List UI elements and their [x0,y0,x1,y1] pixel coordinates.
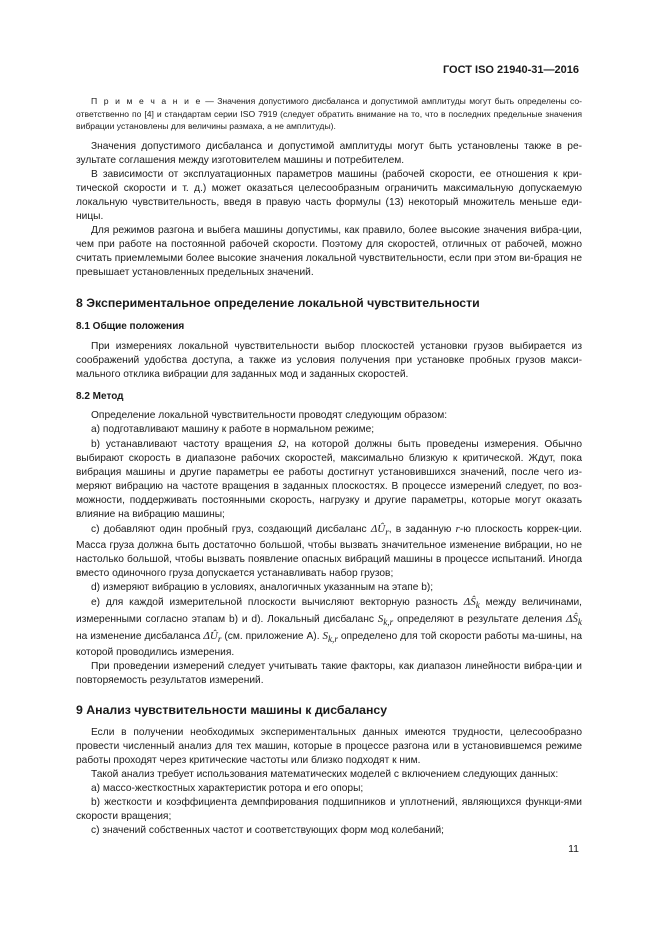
s-kr-subscript-2: k,r [327,634,338,645]
delta-u-letter-2: ΔÛ [203,630,218,643]
delta-s-subscript: k [475,599,480,610]
s-kr-symbol-2 [322,630,338,645]
section-8-1-text: При измерениях локальной чувствительности выбор плоскостей установки грузов выбирается из соображений удобства доступа, а также из условия получения при установке пробных грузов макси-мального отклика вибрации для заданных мод и заданных скоростей. [76,340,582,380]
section-9-item-b: b) жесткости и коэффициента демпфирования подшипников и уплотнений, являющихся функци-ями скорости вращения; [76,797,582,823]
delta-s-subscript-2: k [577,617,582,628]
item-e-text-3: определяют в результате деления [393,613,566,625]
section-9-heading: 9 Анализ чувствительности машины к дисбалансу [76,703,388,718]
delta-u-letter: ΔÛ [370,522,386,535]
item-e-text-1: е) для каждой измерительной плоскости вычисляют векторную разность [91,596,464,608]
r-symbol: r [455,522,460,535]
delta-s-letter: ΔŜ [463,595,476,608]
note-label: П р и м е ч а н и е [91,96,202,106]
item-b-text-start: b) устанавливают частоту вращения [91,438,279,450]
item-e-text-4: на изменение дисбаланса [76,631,204,643]
s-kr-letter-2: S [322,630,328,643]
intro-paragraph-3: Для режимов разгона и выбега машины допустимы, как правило, более высокие значения вибра-ции, чем при работе на постоянной рабочей скорости. Поэтому для скоростей, отличных от рабочей, можно считать приемлемыми более высокие значения локальной чувствительности, если при этом ви-брация не превышает установленных предельных значений. [76,224,582,278]
page-content [76,95,582,838]
item-b-text-end: , на которой должны быть проведены измерения. Обычно выбирают скорость в диапазоне рабочих скоростей, максимально близкую к критической. Ждут, пока вибрация машины и другие параметры ее работы достигнут установившихся значений, после чего из-меряют вибрацию на частоте вращения в заданных плоскостях. В процессе измерений следует, по воз-можности, поддерживать постоянными скорость, нагрузку и другие параметры, которые могут оказать влияние на вибрацию машины; [76,438,583,520]
section-8-2-heading: 8.2 Метод [76,390,124,402]
item-c-text-end: -ю плоскость коррек-ции. Масса груза должна быть достаточно большой, чтобы вызвать значительное изменение вибрации, но не настолько большой, чтобы вызвать появление опасных вибраций машины в процессе испытаний. Иногда вместо одиночного груза допускается устанавливать набор грузов; [76,523,582,579]
section-9-paragraph-1: Если в получении необходимых экспериментальных данных имеются трудности, целесообразно провести численный анализ для тех машин, которые в процессе разгона или в установившемся режиме работы проходят через критические частоты или близко подходят к ним. [76,727,582,767]
note-text: — Значения допустимого дисбаланса и допустимой амплитуды могут быть определены со-ответственно по [4] и стандартам серии ISO 7919 (следует обратить внимание на то, что в последних предельные значения вибрации установлены для величины размаха, а не амплитуды). [76,96,582,131]
delta-u-subscript: r [385,526,389,537]
item-e-text-5: (см. приложение А). [221,631,323,643]
list-item-c [76,522,582,581]
item-c-text-mid: , в заданную [388,523,456,535]
delta-u-symbol [371,523,389,535]
list-item-d: d) измеряют вибрацию в условиях, аналогичных указанным на этапе b); [91,581,434,593]
delta-s-letter-2: ΔŜ [565,612,578,625]
delta-u-symbol-2 [203,630,222,645]
list-item-e [76,595,582,661]
s-kr-letter: S [377,612,384,625]
section-9-item-a: а) массо-жесткостных характеристик ротора и его опоры; [91,783,364,795]
page-number: 11 [568,843,579,855]
note-paragraph [76,95,582,133]
item-e-text-2: между величинами, измеренными согласно этапам b) и d). Локальный дисбаланс [76,596,582,625]
section-9-item-c: с) значений собственных частот и соответствующих форм мод колебаний; [91,825,444,837]
item-c-text-start: с) добавляют один пробный груз, создающий дисбаланс [91,523,371,535]
delta-s-symbol-2 [565,612,582,628]
section-8-2-closing: При проведении измерений следует учитывать такие факторы, как диапазон линейности вибра-ции и повторяемость результатов измерений. [76,661,582,687]
omega-symbol: Ω [278,437,287,450]
intro-paragraph-2: В зависимости от эксплуатационных параметров машины (рабочей скорости, ее отношения к кри-тической скорости и т. д.) может оказаться целесообразным ограничить максимальную допускаемую локальную чувствительность, введя в правую часть формулы (13) некоторый множитель меньше еди-ницы. [76,168,582,222]
delta-s-symbol [464,596,480,608]
section-8-1-heading: 8.1 Общие положения [76,320,185,332]
section-9-paragraph-2: Такой анализ требует использования математических моделей с включением следующих данных: [91,769,559,781]
section-8-2-intro: Определение локальной чувствительности проводят следующим образом: [91,409,448,421]
document-header: ГОСТ ISO 21940-31—2016 [442,64,579,76]
list-item-b [76,437,582,522]
s-kr-symbol [377,612,394,628]
item-e-text-6: определено для той скорости работы ма-шины, на которой проводились измерения. [76,631,582,659]
s-kr-subscript: k,r [383,617,394,628]
section-8-heading: 8 Экспериментальное определение локальной чувствительности [76,295,480,310]
list-item-a: а) подготавливают машину к работе в нормальном режиме; [91,423,375,435]
delta-u-subscript-2: r [217,634,222,645]
intro-paragraph-1: Значения допустимого дисбаланса и допустимой амплитуды могут быть установлены также в ре-зультате соглашения между изготовителем машины и потребителем. [76,140,582,166]
